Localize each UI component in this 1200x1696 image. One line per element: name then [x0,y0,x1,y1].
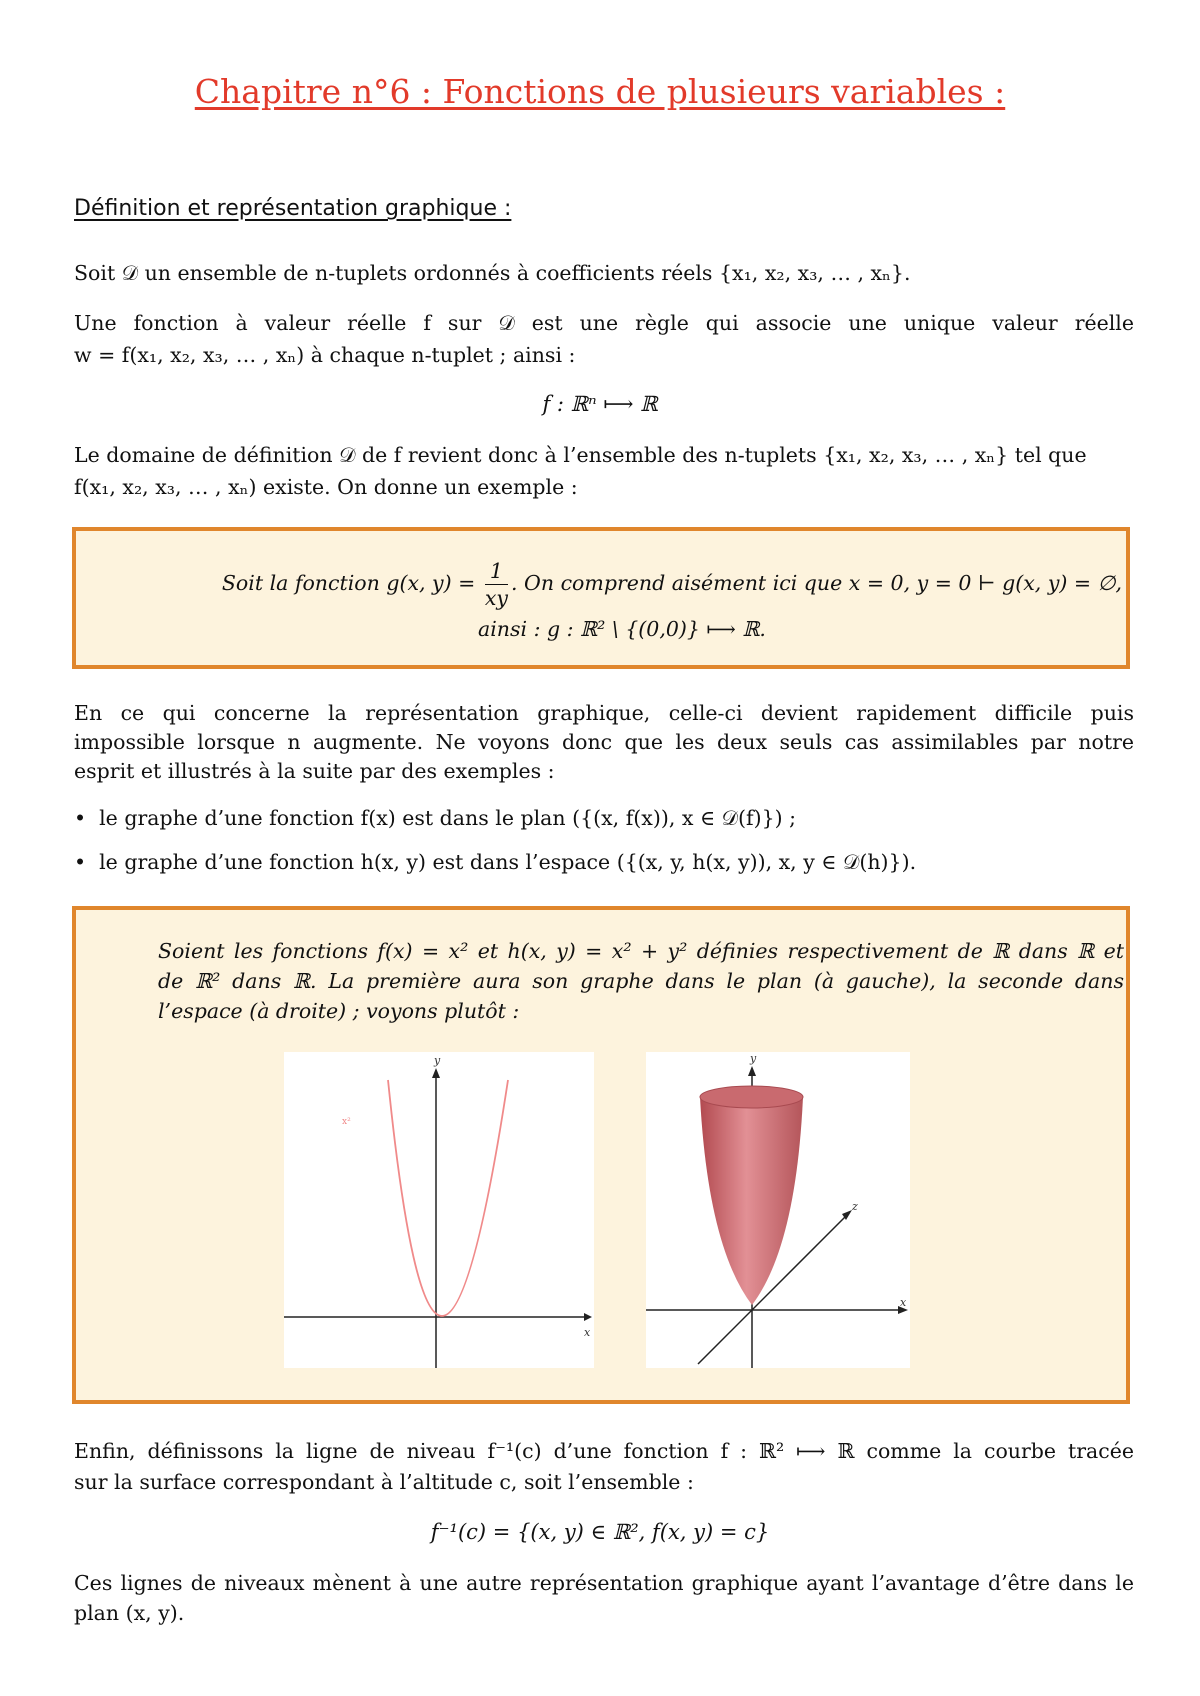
parabola-curve [388,1080,508,1316]
example-1-suffix: . On comprend aisément ici que x = 0, y = 0 ⊢ g(x, y) = ∅, [511,571,1122,595]
example-1-line2: ainsi : g : ℝ² \ {(0,0)} ⟼ ℝ. [478,617,766,641]
bullet-text: le graphe d’une fonction f(x) est dans le plan ({(x, f(x)), x ∈ 𝒟(f)}) ; [99,806,797,830]
example-2-line1: Soient les fonctions f(x) = x² et h(x, y) = x² + y² définies respectivement de ℝ dans ℝ et [158,939,1124,963]
paraboloid-top-rim [700,1086,803,1108]
example-2-line3: l’espace (à droite) ; voyons plutôt : [158,999,520,1023]
paragraph-domaine-line1: Le domaine de définition 𝒟 de f revient donc à l’ensemble des n-tuplets {x₁, x₂, x₃, … , xₙ} tel que [74,443,1087,467]
bullet-text: le graphe d’une fonction h(x, y) est dans l’espace ({(x, y, h(x, y)), x, y ∈ 𝒟(h)}). [99,850,917,874]
paragraph-domaine-line2: f(x₁, x₂, x₃, … , xₙ) existe. On donne un exemple : [74,475,578,499]
paragraph-representation-line3: esprit et illustrés à la suite par des exemples : [74,759,555,783]
fraction-denominator: xy [484,586,509,610]
section-heading: Définition et représentation graphique : [74,196,512,221]
x-axis-label: x [584,1326,591,1339]
paragraph-ensemble: Soit 𝒟 un ensemble de n-tuplets ordonnés à coefficients réels {x₁, x₂, x₃, … , xₙ}. [74,261,911,285]
formula-ligne-niveau: f⁻¹(c) = {(x, y) ∈ ℝ², f(x, y) = c} [430,1520,770,1544]
paragraph-conclusion-line1: Ces lignes de niveaux mènent à une autre représentation graphique ayant l’avantage d’être dans le [74,1571,1134,1595]
paragraph-representation-line1: En ce qui concerne la représentation graphique, celle-ci devient rapidement difficile puis [74,701,1134,725]
x-axis-arrow-icon [584,1313,592,1321]
bullet-item-plan: • le graphe d’une fonction f(x) est dans le plan ({(x, f(x)), x ∈ 𝒟(f)}) ; [74,806,797,830]
paragraph-representation-line2: impossible lorsque n augmente. Ne voyons donc que les deux seuls cas assimilables par notre [74,730,1134,754]
figure-parabola [284,1052,594,1368]
z-axis-label: z [852,1200,858,1213]
figure-paraboloid [646,1052,910,1368]
paragraph-conclusion-line2: plan (x, y). [74,1601,185,1625]
paraboloid-plot [646,1052,910,1368]
y-axis-arrow-icon [432,1068,440,1078]
y-axis-arrow-icon [748,1066,756,1076]
paragraph-fonction-line2: w = f(x₁, x₂, x₃, … , xₙ) à chaque n-tuplet ; ainsi : [74,343,576,367]
paragraph-fonction-line1: Une fonction à valeur réelle f sur 𝒟 est une règle qui associe une unique valeur réelle [74,311,1134,335]
chapter-title: Chapitre n°6 : Fonctions de plusieurs variables : [194,72,1006,111]
fraction-numerator: 1 [485,558,508,585]
example-1-line1 [162,558,1122,611]
formula-f-rn-r: f : ℝⁿ ⟼ ℝ [542,392,658,416]
y-axis-label: y [434,1054,441,1067]
paragraph-ligne-niveau-line1: Enfin, définissons la ligne de niveau f⁻¹(c) d’une fonction f : ℝ² ⟼ ℝ comme la courbe tracée [74,1439,1134,1463]
bullet-item-espace: • le graphe d’une fonction h(x, y) est dans l’espace ({(x, y, h(x, y)), x, y ∈ 𝒟(h)}). [74,850,917,874]
example-2-line2: de ℝ² dans ℝ. La première aura son graphe dans le plan (à gauche), la seconde dans [158,969,1124,993]
y-axis-label: y [750,1052,757,1065]
curve-label: x² [342,1117,351,1127]
example-1-prefix: Soit la fonction g(x, y) = [221,571,476,595]
fraction-1-over-xy [485,558,508,611]
paragraph-ligne-niveau-line2: sur la surface correspondant à l’altitude c, soit l’ensemble : [74,1470,694,1494]
parabola-plot [284,1052,594,1368]
x-axis-label: x [900,1296,907,1309]
